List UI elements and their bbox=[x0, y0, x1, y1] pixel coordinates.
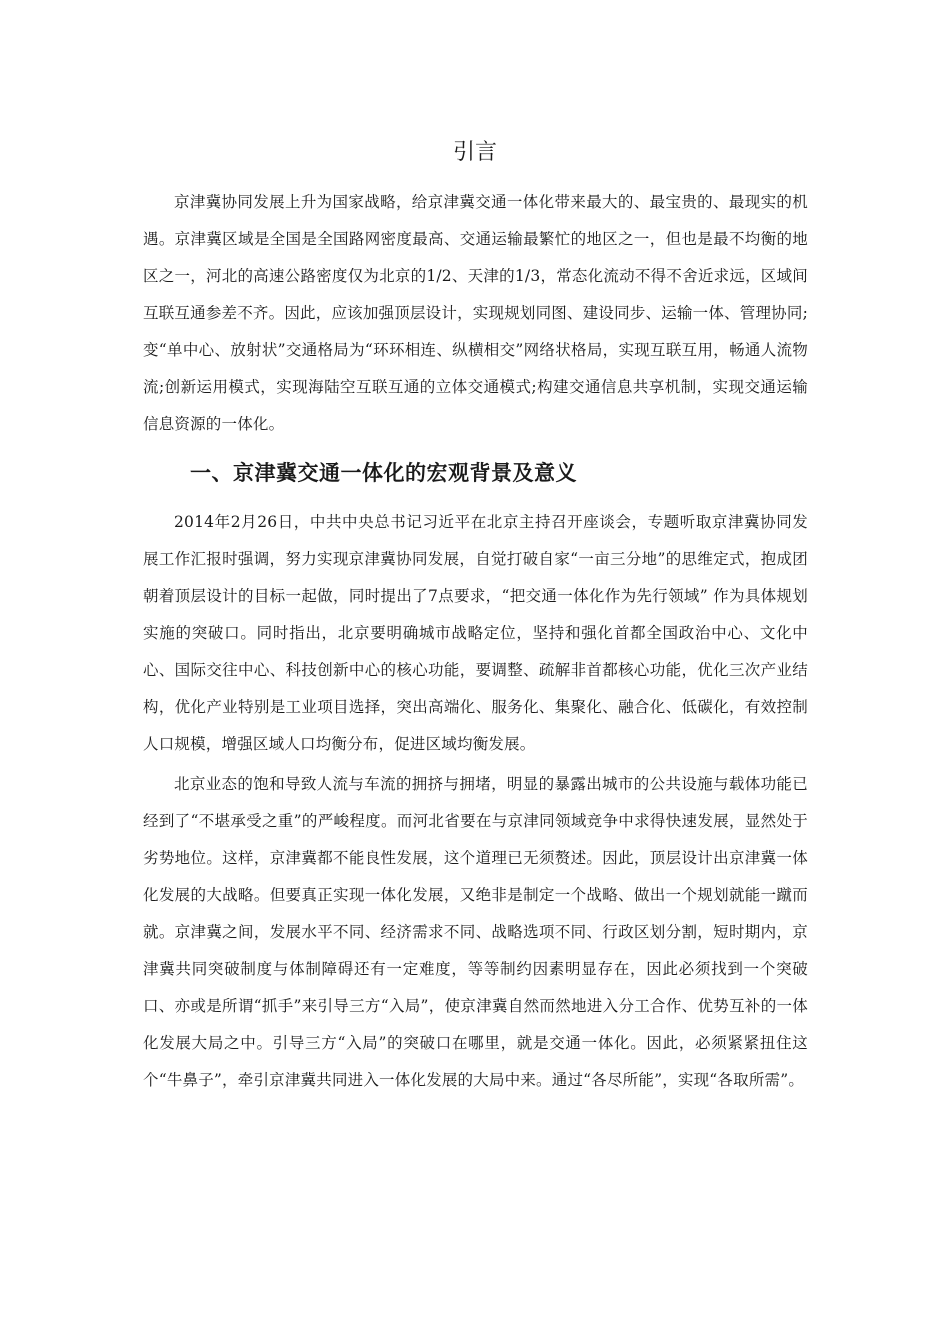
section-paragraph-1: 2014年2月26日，中共中央总书记习近平在北京主持召开座谈会，专题听取京津冀协同发展工作汇报时强调，努力实现京津冀协同发展，自觉打破自家“一亩三分地”的思维定式，抱成团朝着顶层设计的目标一起做，同时提出了7点要求，“把交通一体化作为先行领域” 作为具体规划实施的突破口。同时指出，北京要明确城市战略定位，坚持和强化首都全国政治中心、文化中心、国际交往中心、科技创新中心的核心功能，要调整、疏解非首都核心功能，优化三次产业结构，优化产业特别是工业项目选择，突出高端化、服务化、集聚化、融合化、低碳化，有效控制人口规模，增强区域人口均衡分布，促进区域均衡发展。 bbox=[143, 513, 808, 753]
intro-section bbox=[143, 184, 808, 443]
section-body bbox=[143, 504, 808, 1099]
document-title: 引言 bbox=[452, 140, 497, 165]
section-paragraph-2: 北京业态的饱和导致人流与车流的拥挤与拥堵，明显的暴露出城市的公共设施与载体功能已经到了“不堪承受之重”的严峻程度。而河北省要在与京津同领域竞争中求得快速发展，显然处于劣势地位。这样，京津冀都不能良性发展，这个道理已无须赘述。因此，顶层设计出京津冀一体化发展的大战略。但要真正实现一体化发展，又绝非是制定一个战略、做出一个规划就能一蹴而就。京津冀之间，发展水平不同、经济需求不同、战略选项不同、行政区划分割，短时期内，京津冀共同突破制度与体制障碍还有一定难度，等等制约因素明显存在，因此必须找到一个突破口、亦或是所谓“抓手”来引导三方“入局”，使京津冀自然而然地进入分工合作、优势互补的一体化发展大局之中。引导三方“入局”的突破口在哪里，就是交通一体化。因此，必须紧紧扭住这个“牛鼻子”，牵引京津冀共同进入一体化发展的大局中来。通过“各尽所能”，实现“各取所需”。 bbox=[143, 775, 808, 1089]
section-heading: 一、京津冀交通一体化的宏观背景及意义 bbox=[190, 461, 577, 485]
intro-paragraph: 京津冀协同发展上升为国家战略，给京津冀交通一体化带来最大的、最宝贵的、最现实的机遇。京津冀区域是全国是全国路网密度最高、交通运输最繁忙的地区之一，但也是最不均衡的地区之一，河北的高速公路密度仅为北京的1/2、天津的1/3，常态化流动不得不舍近求远，区域间互联互通参差不齐。因此，应该加强顶层设计，实现规划同图、建设同步、运输一体、管理协同;变“单中心、放射状”交通格局为“环环相连、纵横相交”网络状格局，实现互联互用，畅通人流物流;创新运用模式，实现海陆空互联互通的立体交通模式;构建交通信息共享机制，实现交通运输信息资源的一体化。 bbox=[143, 193, 808, 433]
